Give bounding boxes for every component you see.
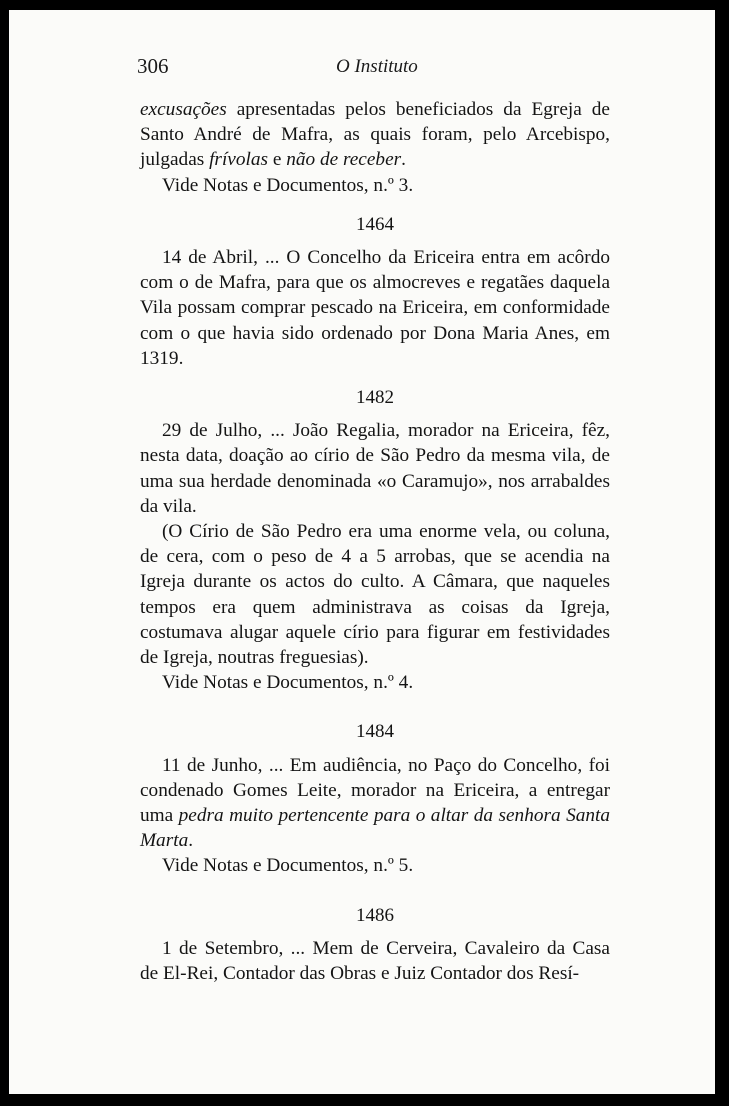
page-number: 306	[137, 54, 169, 78]
running-title: O Instituto	[336, 56, 418, 77]
paragraph-1484: 11 de Junho, ... Em audiência, no Paço do Concelho, foi condenado Gomes Leite, morador na Ericeira, a entregar uma pedra muito pertencente para o altar da senhora Santa Marta.	[140, 754, 610, 852]
paragraph-1482: 29 de Julho, ... João Regalia, morador na Ericeira, fêz, nesta data, doação ao círio de São Pedro da mesma vila, de uma sua herdade denominada «o Caramujo», nos arrabaldes da vila.	[140, 420, 610, 517]
paragraph-1486: 1 de Setembro, ... Mem de Cerveira, Cavaleiro da Casa de El-Rei, Contador das Obras e Juiz Contador dos Resí-	[140, 937, 610, 985]
paragraph-intro: excusações apresentadas pelos beneficiados da Egreja de Santo André de Mafra, as quais foram, pelo Arcebispo, julgadas frívolas e não de receber.	[140, 99, 610, 171]
year-heading-1484: 1484	[356, 721, 394, 743]
year-heading-1486: 1486	[356, 904, 394, 926]
paragraph-1482-cirio: (O Círio de São Pedro era uma enorme vela, ou coluna, de cera, com o peso de 4 a 5 arrobas, que se acendia na Igreja durante os actos do culto. A Câmara, que naqueles tempos era quem administrava as coisas da Igreja, costumava alugar aquele círio para figurar em festividades de Igreja, noutras freguesias).	[140, 521, 610, 669]
book-page	[9, 10, 715, 1094]
paragraph-1464: 14 de Abril, ... O Concelho da Ericeira entra em acôrdo com o de Mafra, para que os almocreves e regatães daquela Vila possam comprar pescado na Ericeira, em conformidade com o que havia sido ordenado por Dona Maria Anes, em 1319.	[140, 247, 610, 369]
note-reference-4: Vide Notas e Documentos, n.º 4.	[162, 672, 414, 694]
year-heading-1482: 1482	[356, 387, 394, 409]
year-heading-1464: 1464	[356, 213, 394, 235]
body-text	[140, 97, 610, 986]
note-reference-5: Vide Notas e Documentos, n.º 5.	[162, 855, 414, 877]
page-header	[9, 54, 715, 84]
note-reference-3: Vide Notas e Documentos, n.º 3.	[162, 174, 414, 196]
